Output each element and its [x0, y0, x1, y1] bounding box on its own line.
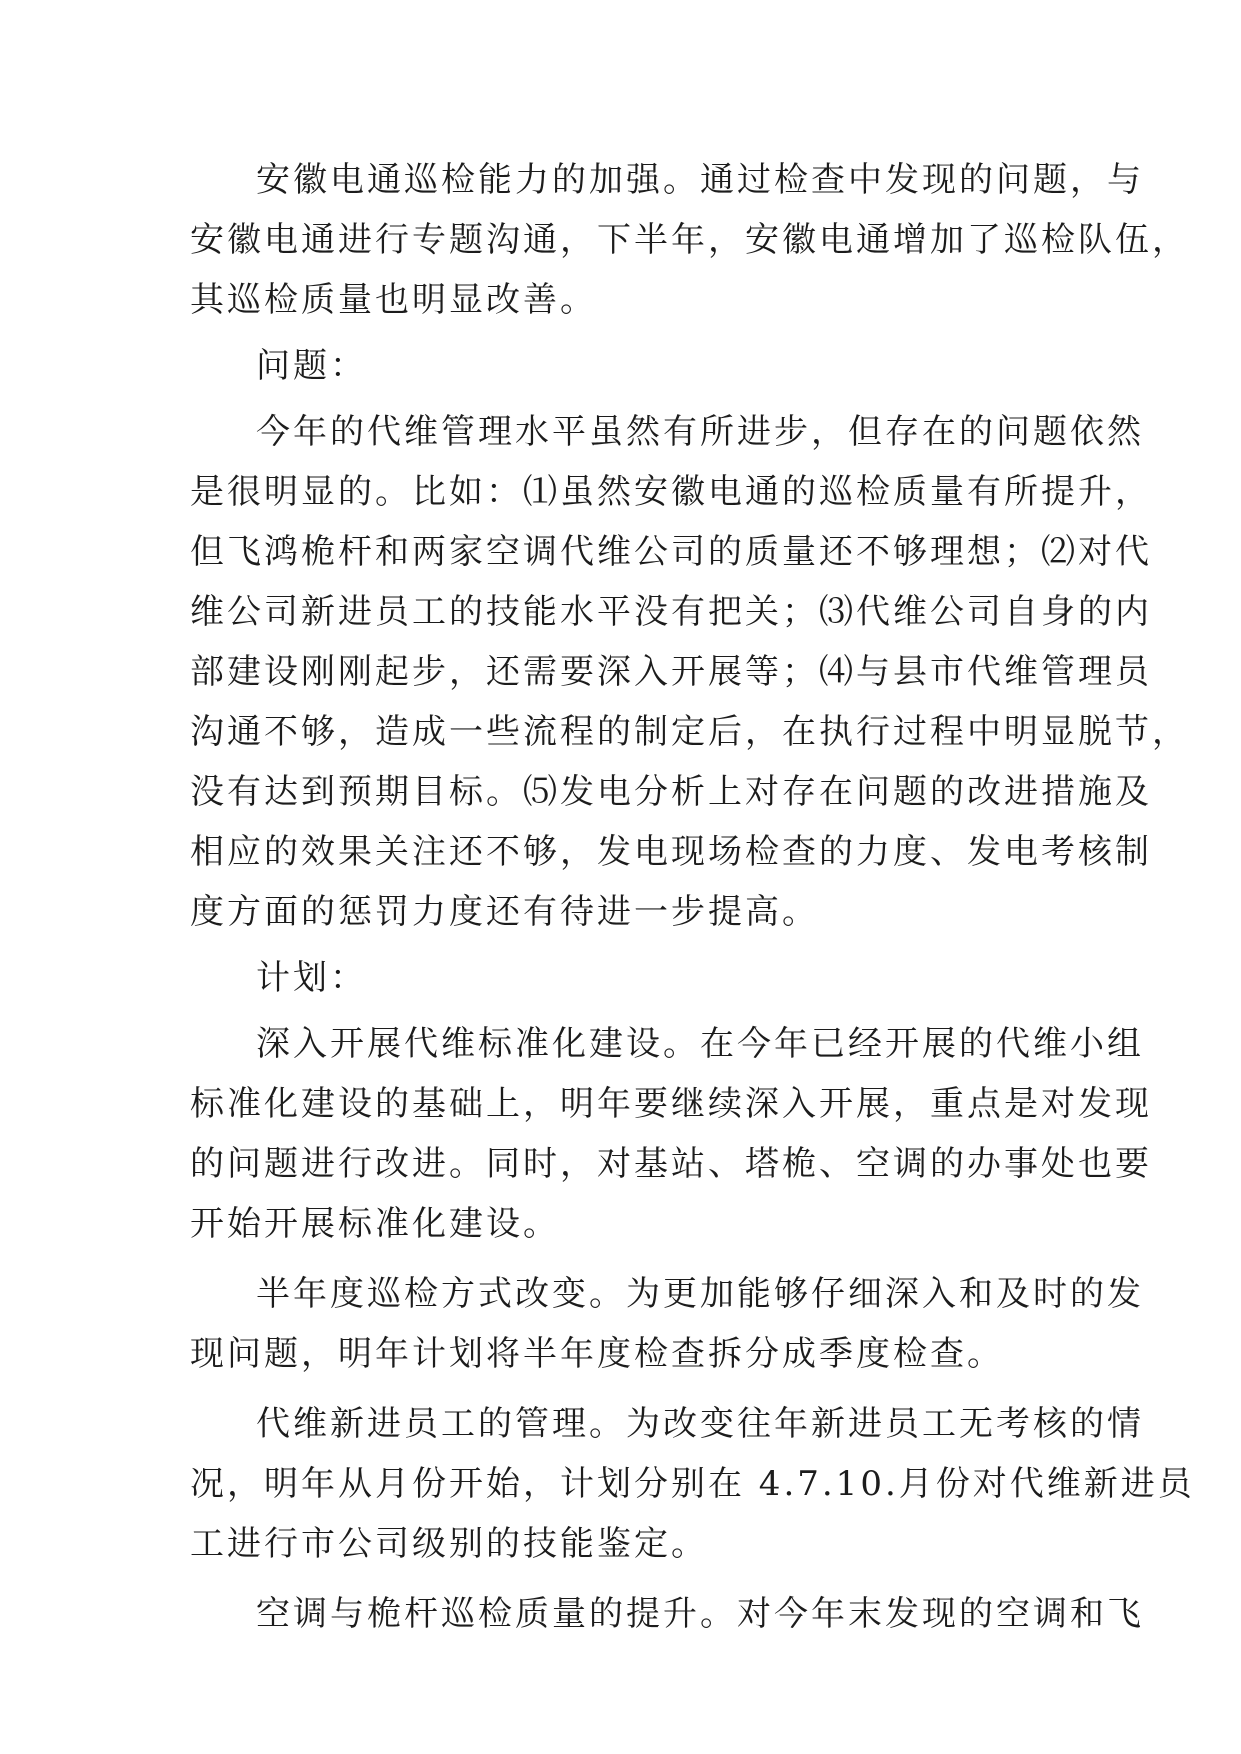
paragraph-line: 安徽电通进行专题沟通，下半年，安徽电通增加了巡检队伍，: [190, 220, 1189, 260]
paragraph-line: 部建设刚刚起步，还需要深入开展等；⑷与县市代维管理员: [190, 652, 1152, 692]
paragraph-line: 标准化建设的基础上，明年要继续深入开展，重点是对发现: [190, 1084, 1152, 1124]
paragraph-line: 但飞鸿桅杆和两家空调代维公司的质量还不够理想；⑵对代: [190, 532, 1152, 572]
paragraph-line: 半年度巡检方式改变。为更加能够仔细深入和及时的发: [256, 1274, 1144, 1314]
paragraph-line: 维公司新进员工的技能水平没有把关；⑶代维公司自身的内: [190, 592, 1152, 632]
paragraph-line: 工进行市公司级别的技能鉴定。: [190, 1524, 708, 1564]
paragraph-line: 相应的效果关注还不够，发电现场检查的力度、发电考核制: [190, 832, 1152, 872]
paragraph-line: 深入开展代维标准化建设。在今年已经开展的代维小组: [256, 1024, 1144, 1064]
paragraph-line: 度方面的惩罚力度还有待进一步提高。: [190, 892, 819, 932]
paragraph-line: 况，明年从月份开始，计划分别在 4.7.10.月份对代维新进员: [190, 1464, 1195, 1504]
paragraph-line: 现问题，明年计划将半年度检查拆分成季度检查。: [190, 1334, 1004, 1374]
paragraph-line: 安徽电通巡检能力的加强。通过检查中发现的问题，与: [256, 160, 1144, 200]
paragraph-line: 的问题进行改进。同时，对基站、塔桅、空调的办事处也要: [190, 1144, 1152, 1184]
section-heading-plan: 计划：: [256, 958, 367, 998]
paragraph-line: 代维新进员工的管理。为改变往年新进员工无考核的情: [256, 1404, 1144, 1444]
paragraph-line: 其巡检质量也明显改善。: [190, 280, 597, 320]
document-body: [190, 150, 1195, 1644]
paragraph-line: 今年的代维管理水平虽然有所进步，但存在的问题依然: [256, 412, 1144, 452]
section-heading-problems: 问题：: [256, 346, 367, 386]
paragraph-line: 空调与桅杆巡检质量的提升。对今年末发现的空调和飞: [256, 1594, 1144, 1634]
paragraph-line: 没有达到预期目标。⑸发电分析上对存在问题的改进措施及: [190, 772, 1152, 812]
paragraph-line: 是很明显的。比如：⑴虽然安徽电通的巡检质量有所提升，: [190, 472, 1152, 512]
paragraph-line: 开始开展标准化建设。: [190, 1204, 560, 1244]
paragraph-line: 沟通不够，造成一些流程的制定后，在执行过程中明显脱节，: [190, 712, 1189, 752]
